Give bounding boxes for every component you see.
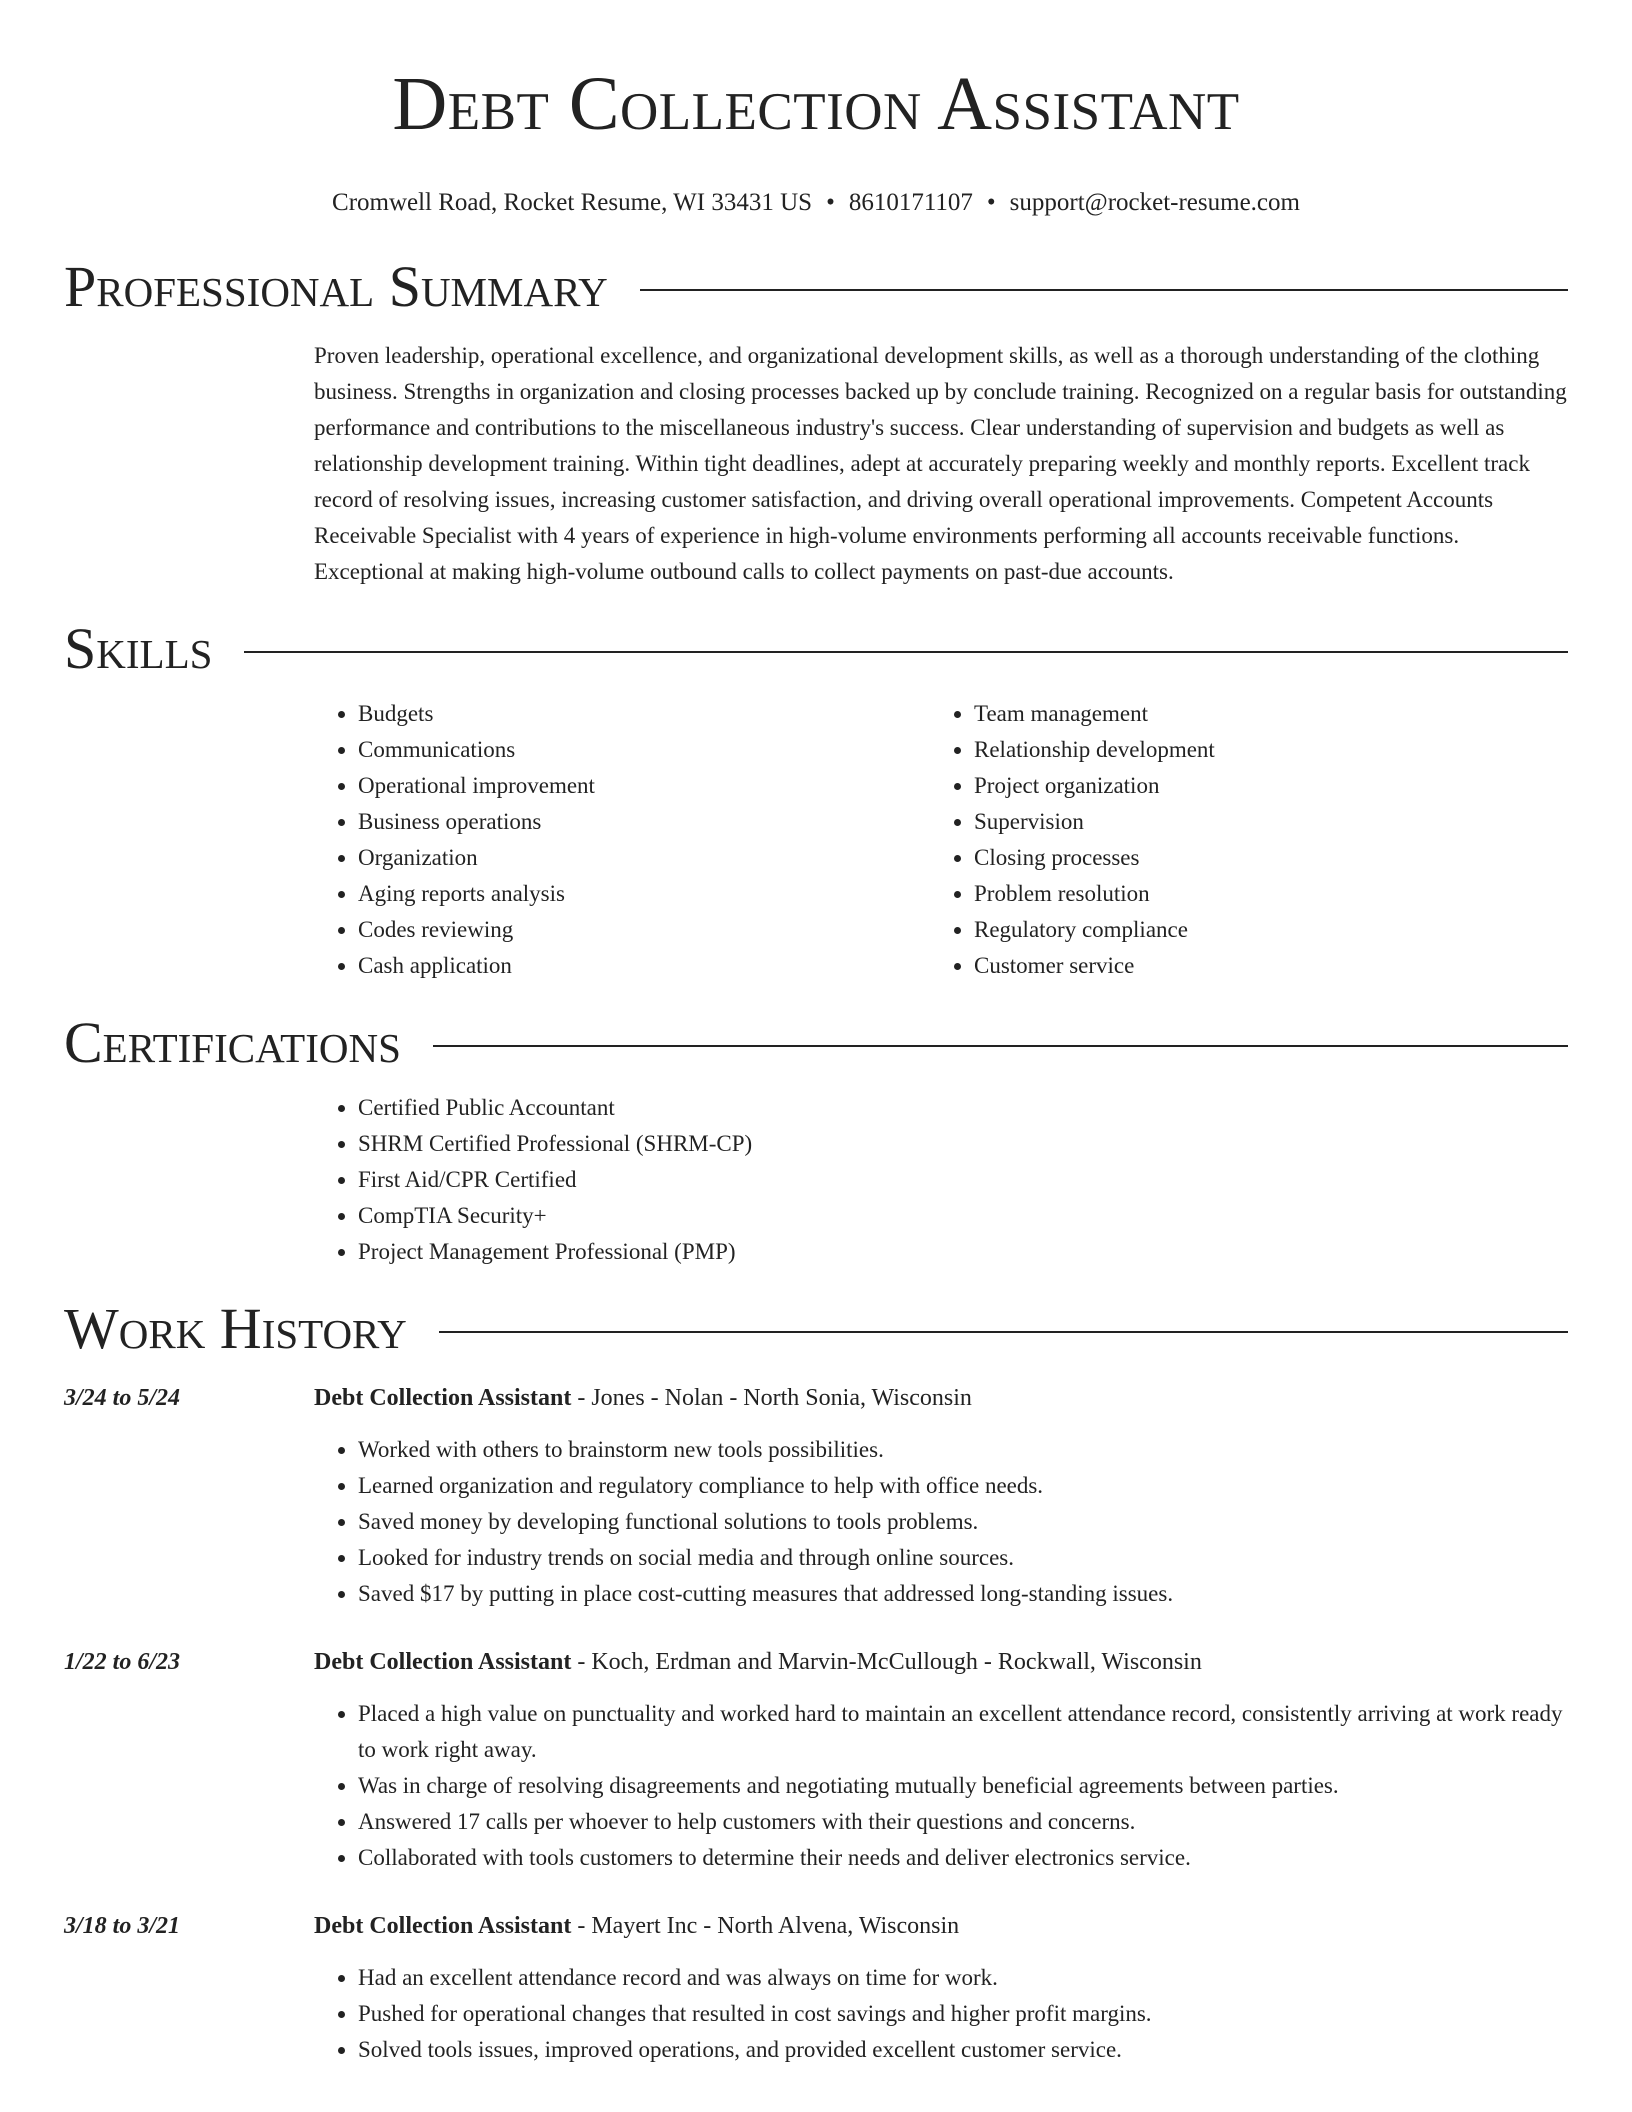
job-bullet: • Worked with others to brainstorm new tools possibilities.: [358, 1432, 1568, 1468]
skill-item: • Regulatory compliance: [974, 912, 1546, 948]
job-bullet: • Collaborated with tools customers to determine their needs and deliver electronics service.: [358, 1840, 1568, 1876]
certifications-list: [314, 1090, 1568, 1270]
job-bullet: • Learned organization and regulatory compliance to help with office needs.: [358, 1468, 1568, 1504]
separator: •: [986, 189, 996, 216]
job-employer: - Koch, Erdman and Marvin-McCullough - Rockwall, Wisconsin: [571, 1649, 1202, 1675]
resume-page: [64, 0, 1568, 2068]
job-heading: [314, 1644, 1568, 1680]
skill-item: • Aging reports analysis: [358, 876, 930, 912]
job-title: Debt Collection Assistant: [314, 1649, 572, 1675]
job-bullet: • Solved tools issues, improved operations, and provided excellent customer service.: [358, 2032, 1568, 2068]
job-heading: [314, 1908, 1568, 1944]
job-bullet: • Placed a high value on punctuality and worked hard to maintain an excellent attendance record, consistently arriving at work ready to work right away.: [358, 1696, 1568, 1768]
skills-grid: [314, 696, 1568, 984]
skills-title: Skills: [64, 616, 213, 681]
phone: 8610171107: [848, 189, 973, 216]
certification-item: • CompTIA Security+: [358, 1198, 1568, 1234]
work-history-header: [64, 1296, 1568, 1362]
skill-item: • Closing processes: [974, 840, 1546, 876]
job-body: [314, 1908, 1568, 2068]
summary-text: Proven leadership, operational excellence, and organizational development skills, as well as a thorough understanding of the clothing business. Strengths in organization and closing processes backed up by conclude training. Recognized on a regular basis for outstanding performance and contributions to the miscellaneous industry's success. Clear understanding of supervision and budgets as well as relationship development training. Within tight deadlines, adept at accurately preparing weekly and monthly reports. Excellent track record of resolving issues, increasing customer satisfaction, and driving overall operational improvements. Competent Accounts Receivable Specialist with 4 years of experience in high-volume environments performing all accounts receivable functions. Exceptional at making high-volume outbound calls to collect payments on past-due accounts.: [314, 343, 1567, 584]
summary-title: Professional Summary: [64, 254, 608, 319]
contact-line: [64, 188, 1568, 218]
job-entry: [64, 1644, 1568, 1876]
summary-section: [64, 254, 1568, 590]
job-body: [314, 1644, 1568, 1876]
job-dates: 3/18 to 3/21: [64, 1913, 181, 1939]
job-entry: [64, 1380, 1568, 1612]
job-body: [314, 1380, 1568, 1612]
job-bullet: • Saved money by developing functional solutions to tools problems.: [358, 1504, 1568, 1540]
section-divider: [244, 651, 1568, 653]
skill-item: • Problem resolution: [974, 876, 1546, 912]
job-dates: 1/22 to 6/23: [64, 1649, 181, 1675]
email: support@rocket-resume.com: [1009, 189, 1300, 216]
skill-item: • Team management: [974, 696, 1546, 732]
job-bullet: • Answered 17 calls per whoever to help customers with their questions and concerns.: [358, 1804, 1568, 1840]
job-bullet: • Was in charge of resolving disagreements and negotiating mutually beneficial agreements between parties.: [358, 1768, 1568, 1804]
candidate-name: Debt Collection Assistant: [392, 62, 1240, 146]
skills-column-left: [314, 696, 930, 984]
job-bullets: [314, 1696, 1568, 1876]
work-history-section: [64, 1296, 1568, 2068]
job-entry: [64, 1908, 1568, 2068]
job-dates: 3/24 to 5/24: [64, 1385, 181, 1411]
job-bullet: • Pushed for operational changes that resulted in cost savings and higher profit margins.: [358, 1996, 1568, 2032]
skill-item: • Supervision: [974, 804, 1546, 840]
certification-item: • SHRM Certified Professional (SHRM-CP): [358, 1126, 1568, 1162]
job-title: Debt Collection Assistant: [314, 1385, 572, 1411]
skill-item: • Relationship development: [974, 732, 1546, 768]
job-bullet: • Had an excellent attendance record and was always on time for work.: [358, 1960, 1568, 1996]
certifications-header: [64, 1010, 1568, 1076]
separator: •: [826, 189, 835, 216]
summary-header: [64, 254, 1568, 320]
skill-item: • Customer service: [974, 948, 1546, 984]
job-bullets: [314, 1432, 1568, 1612]
work-history-title: Work History: [64, 1296, 407, 1361]
section-divider: [640, 289, 1568, 291]
job-title: Debt Collection Assistant: [314, 1913, 572, 1939]
certifications-title: Certifications: [64, 1010, 401, 1075]
skill-item: • Budgets: [358, 696, 930, 732]
job-bullets: [314, 1960, 1568, 2068]
job-bullet: • Looked for industry trends on social media and through online sources.: [358, 1540, 1568, 1576]
skills-column-right: [930, 696, 1546, 984]
skills-header: [64, 616, 1568, 682]
job-bullet: • Saved $17 by putting in place cost-cutting measures that addressed long-standing issues.: [358, 1576, 1568, 1612]
certification-item: • First Aid/CPR Certified: [358, 1162, 1568, 1198]
job-employer: - Jones - Nolan - North Sonia, Wisconsin: [571, 1385, 972, 1411]
certification-item: • Project Management Professional (PMP): [358, 1234, 1568, 1270]
skill-item: • Communications: [358, 732, 930, 768]
certification-item: • Certified Public Accountant: [358, 1090, 1568, 1126]
section-divider: [439, 1331, 1568, 1333]
skill-item: • Project organization: [974, 768, 1546, 804]
skill-item: • Business operations: [358, 804, 930, 840]
section-divider: [433, 1045, 1568, 1047]
skill-item: • Organization: [358, 840, 930, 876]
skills-section: [64, 616, 1568, 984]
address: Cromwell Road, Rocket Resume, WI 33431 US: [332, 189, 813, 216]
skill-item: • Operational improvement: [358, 768, 930, 804]
job-heading: [314, 1380, 1568, 1416]
job-employer: - Mayert Inc - North Alvena, Wisconsin: [571, 1913, 960, 1939]
skill-item: • Cash application: [358, 948, 930, 984]
skill-item: • Codes reviewing: [358, 912, 930, 948]
certifications-section: [64, 1010, 1568, 1270]
